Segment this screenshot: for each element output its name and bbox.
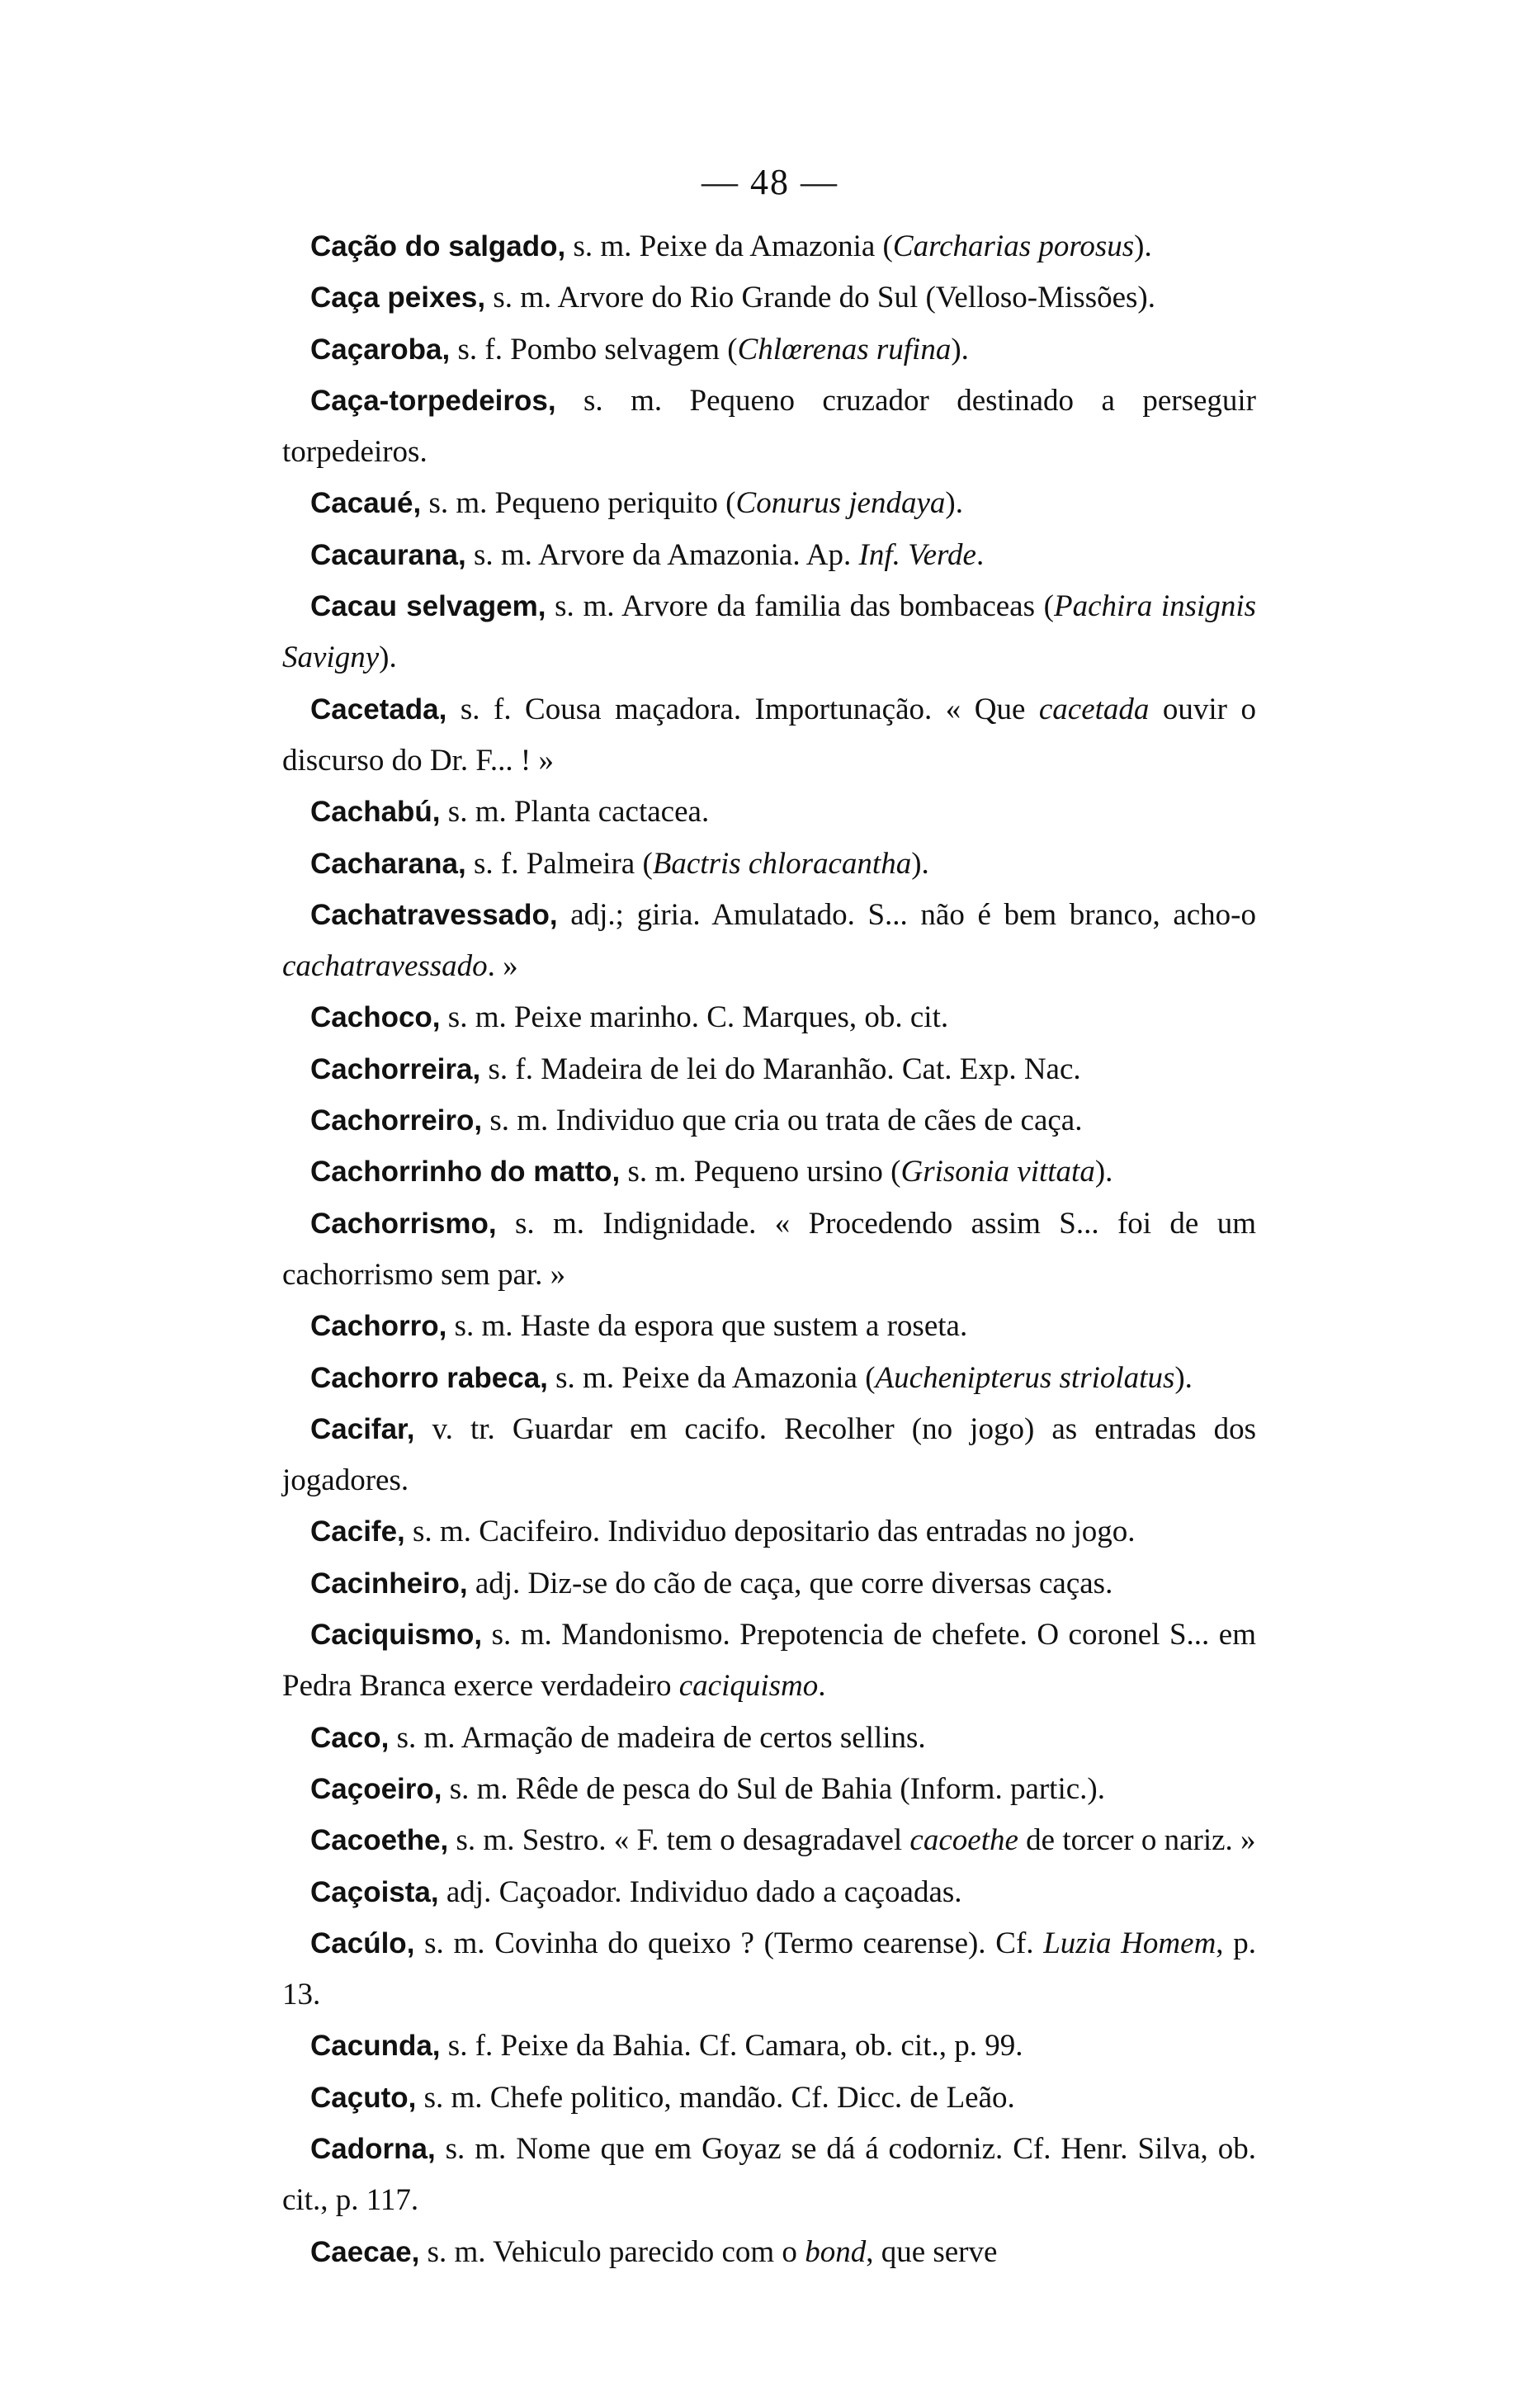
entry-headword: Cacunda,: [310, 2030, 441, 2063]
entry-italic-term: cacoethe: [909, 1823, 1018, 1858]
entry-headword: Cachorrismo,: [310, 1207, 497, 1240]
entry-definition-text: s. m. Vehiculo parecido com o: [419, 2234, 805, 2269]
entry-definition-text: s. m. Pequeno periquito (: [421, 486, 736, 521]
entry-definition-text: de torcer o nariz. »: [1018, 1823, 1256, 1858]
entry-italic-term: Bactris chloracantha: [652, 846, 912, 881]
entry-headword: Cacaurana,: [310, 538, 466, 571]
entry-definition-text: s. f. Palmeira (: [465, 846, 653, 881]
dictionary-entry: [282, 2073, 1256, 2124]
entry-definition-text: .: [975, 537, 985, 572]
dictionary-entry: [282, 1558, 1256, 1610]
entry-definition-text: s. f. Peixe da Bahia. Cf. Camara, ob. cit., p. 99.: [440, 2029, 1023, 2063]
entry-definition-text: ).: [379, 641, 397, 675]
entry-definition-text: adj. Diz-se do cão de caça, que corre diversas caças.: [467, 1566, 1113, 1600]
entry-definition-text: , p. 13.: [282, 1926, 1257, 2012]
page-number: — 48 —: [702, 162, 838, 202]
entry-definition-text: s. m. Mandonismo. Prepotencia de chefete. O coronel S... em Pedra Branca exerce verdadeiro: [282, 1618, 1256, 1704]
entry-definition-text: s. m. Planta cactacea.: [440, 795, 710, 830]
entry-headword: Cacinheiro,: [310, 1567, 468, 1600]
dictionary-entry: [282, 1506, 1256, 1558]
entry-definition-text: s. m. Peixe marinho. C. Marques, ob. cit.: [440, 1000, 949, 1035]
dictionary-entry: [282, 376, 1256, 479]
entry-headword: Cachoco,: [310, 1001, 441, 1034]
entry-headword: Cacaué,: [310, 487, 422, 520]
entry-headword: Cachabú,: [310, 796, 441, 829]
entry-italic-term: Grisonia vittata: [900, 1155, 1095, 1189]
entry-definition-text: s. f. Cousa maçadora. Importunação. « Que: [446, 692, 1039, 726]
entry-headword: Cação do salgado,: [310, 230, 566, 262]
entry-italic-term: Luzia Homem: [1043, 1926, 1216, 1960]
entry-headword: Cacúlo,: [310, 1926, 415, 1959]
entry-headword: Cachorrinho do matto,: [310, 1156, 621, 1189]
entry-headword: Cachorreiro,: [310, 1104, 483, 1137]
entry-definition-text: v. tr. Guardar em cacifo. Recolher (no jogo) as entradas dos jogadores.: [282, 1411, 1256, 1498]
entry-italic-term: caciquismo: [678, 1669, 819, 1704]
dictionary-entry: [282, 1044, 1256, 1095]
entry-headword: Cachorreira,: [310, 1052, 481, 1085]
entry-headword: Cacharana,: [310, 847, 466, 880]
entry-definition-text: ).: [945, 486, 963, 521]
entry-headword: Caçoeiro,: [310, 1772, 442, 1805]
entry-definition-text: ).: [1174, 1360, 1193, 1395]
dictionary-entry: [282, 1713, 1256, 1764]
entry-headword: Cacife,: [310, 1515, 405, 1548]
entry-definition-text: s. m. Arvore da Amazonia. Ap.: [465, 537, 859, 572]
entry-headword: Cachorro rabeca,: [310, 1361, 548, 1394]
dictionary-entry: [282, 787, 1256, 838]
entry-italic-term: Auchenipterus striolatus: [875, 1360, 1175, 1395]
entry-italic-term: Chlœrenas rufina: [737, 332, 952, 366]
entry-definition-text: s. m. Sestro. « F. tem o desagradavel: [448, 1823, 910, 1858]
entry-definition-text: s. m. Individuo que cria ou trata de cães de caça.: [482, 1104, 1083, 1138]
dictionary-entry: [282, 2021, 1256, 2072]
entry-italic-term: cachatravessado: [282, 949, 488, 984]
dictionary-entry: [282, 1404, 1256, 1507]
entry-definition-text: s. m. Covinha do queixo ? (Termo cearense). Cf.: [414, 1926, 1044, 1960]
entry-definition-text: s. f. Madeira de lei do Maranhão. Cat. Exp. Nac.: [480, 1052, 1081, 1086]
entry-italic-term: cacetada: [1038, 692, 1150, 726]
dictionary-entry: [282, 581, 1256, 684]
entry-headword: Caça peixes,: [310, 281, 486, 314]
dictionary-entries: [282, 221, 1256, 2278]
entry-definition-text: s. m. Rêde de pesca do Sul de Bahia (Inform. partic.).: [442, 1771, 1105, 1806]
entry-headword: Cachorro,: [310, 1310, 447, 1343]
entry-headword: Cacoethe,: [310, 1824, 449, 1857]
entry-headword: Caça-torpedeiros,: [310, 384, 556, 417]
dictionary-entry: [282, 1918, 1256, 2021]
entry-headword: Cacifar,: [310, 1412, 415, 1445]
entry-definition-text: .: [818, 1669, 826, 1704]
dictionary-entry: [282, 992, 1256, 1043]
dictionary-entry: [282, 2227, 1256, 2278]
dictionary-entry: [282, 2124, 1256, 2227]
entry-definition-text: s. m. Peixe da Amazonia (: [565, 229, 893, 263]
entry-headword: Caco,: [310, 1721, 390, 1754]
entry-definition-text: ).: [1134, 229, 1152, 263]
dictionary-entry: [282, 1815, 1256, 1866]
dictionary-entry: [282, 478, 1256, 529]
entry-definition-text: . »: [487, 949, 518, 984]
dictionary-entry: [282, 1146, 1256, 1198]
entry-headword: Cachatravessado,: [310, 898, 558, 931]
entry-definition-text: s. m. Chefe politico, mandão. Cf. Dicc. de Leão.: [416, 2080, 1015, 2115]
entry-definition-text: s. m. Cacifeiro. Individuo depositario das entradas no jogo.: [404, 1515, 1136, 1549]
dictionary-entry: [282, 1610, 1256, 1713]
entry-definition-text: ouvir o discurso do Dr. F... ! »: [282, 692, 1256, 778]
entry-definition-text: , que serve: [866, 2234, 998, 2269]
dictionary-entry: [282, 684, 1256, 787]
entry-definition-text: ).: [1094, 1155, 1113, 1189]
dictionary-entry: [282, 1301, 1256, 1352]
entry-definition-text: s. m. Arvore do Rio Grande do Sul (Velloso-Missões).: [485, 281, 1155, 315]
dictionary-entry: [282, 530, 1256, 581]
entry-definition-text: s. m. Arvore da familia das bombaceas (: [546, 589, 1054, 624]
entry-headword: Caçaroba,: [310, 333, 451, 366]
entry-definition-text: adj.; giria. Amulatado. S... não é bem branco, acho-o: [557, 897, 1256, 932]
entry-headword: Caecae,: [310, 2235, 420, 2268]
entry-headword: Caçuto,: [310, 2081, 417, 2114]
entry-italic-term: Inf. Verde: [858, 537, 976, 572]
dictionary-entry: [282, 324, 1256, 376]
entry-italic-term: Conurus jendaya: [735, 486, 946, 521]
dictionary-entry: [282, 272, 1256, 324]
entry-definition-text: ).: [951, 332, 969, 366]
entry-italic-term: Pachira insignis Savigny: [282, 589, 1257, 675]
entry-definition-text: s. m. Peixe da Amazonia (: [547, 1360, 876, 1395]
entry-definition-text: s. m. Haste da espora que sustem a roseta.: [446, 1309, 968, 1344]
entry-headword: Cacetada,: [310, 693, 447, 726]
entry-definition-text: ).: [911, 846, 929, 881]
dictionary-entry: [282, 1095, 1256, 1146]
dictionary-entry: [282, 1353, 1256, 1404]
entry-definition-text: s. m. Indignidade. « Procedendo assim S... foi de um cachorrismo sem par. »: [282, 1206, 1256, 1292]
dictionary-entry: [282, 890, 1256, 993]
entry-definition-text: adj. Caçoador. Individuo dado a caçoadas.: [438, 1874, 962, 1909]
entry-definition-text: s. m. Armação de madeira de certos sellins.: [389, 1720, 926, 1755]
entry-headword: Caciquismo,: [310, 1619, 483, 1652]
entry-italic-term: bond: [805, 2234, 867, 2269]
dictionary-entry: [282, 1764, 1256, 1815]
dictionary-entry: [282, 1867, 1256, 1918]
entry-headword: Cadorna,: [310, 2132, 436, 2165]
entry-italic-term: Carcharias porosus: [892, 229, 1135, 263]
entry-definition-text: s. m. Nome que em Goyaz se dá á codorniz. Cf. Henr. Silva, ob. cit., p. 117.: [282, 2131, 1256, 2218]
dictionary-entry: [282, 839, 1256, 890]
entry-headword: Caçoista,: [310, 1875, 439, 1908]
dictionary-entry: [282, 221, 1256, 272]
entry-headword: Cacau selvagem,: [310, 590, 546, 623]
entry-definition-text: s. m. Pequeno cruzador destinado a perseguir torpedeiros.: [282, 383, 1256, 470]
entry-definition-text: s. m. Pequeno ursino (: [620, 1155, 901, 1189]
dictionary-entry: [282, 1198, 1256, 1302]
entry-definition-text: s. f. Pombo selvagem (: [450, 332, 738, 366]
